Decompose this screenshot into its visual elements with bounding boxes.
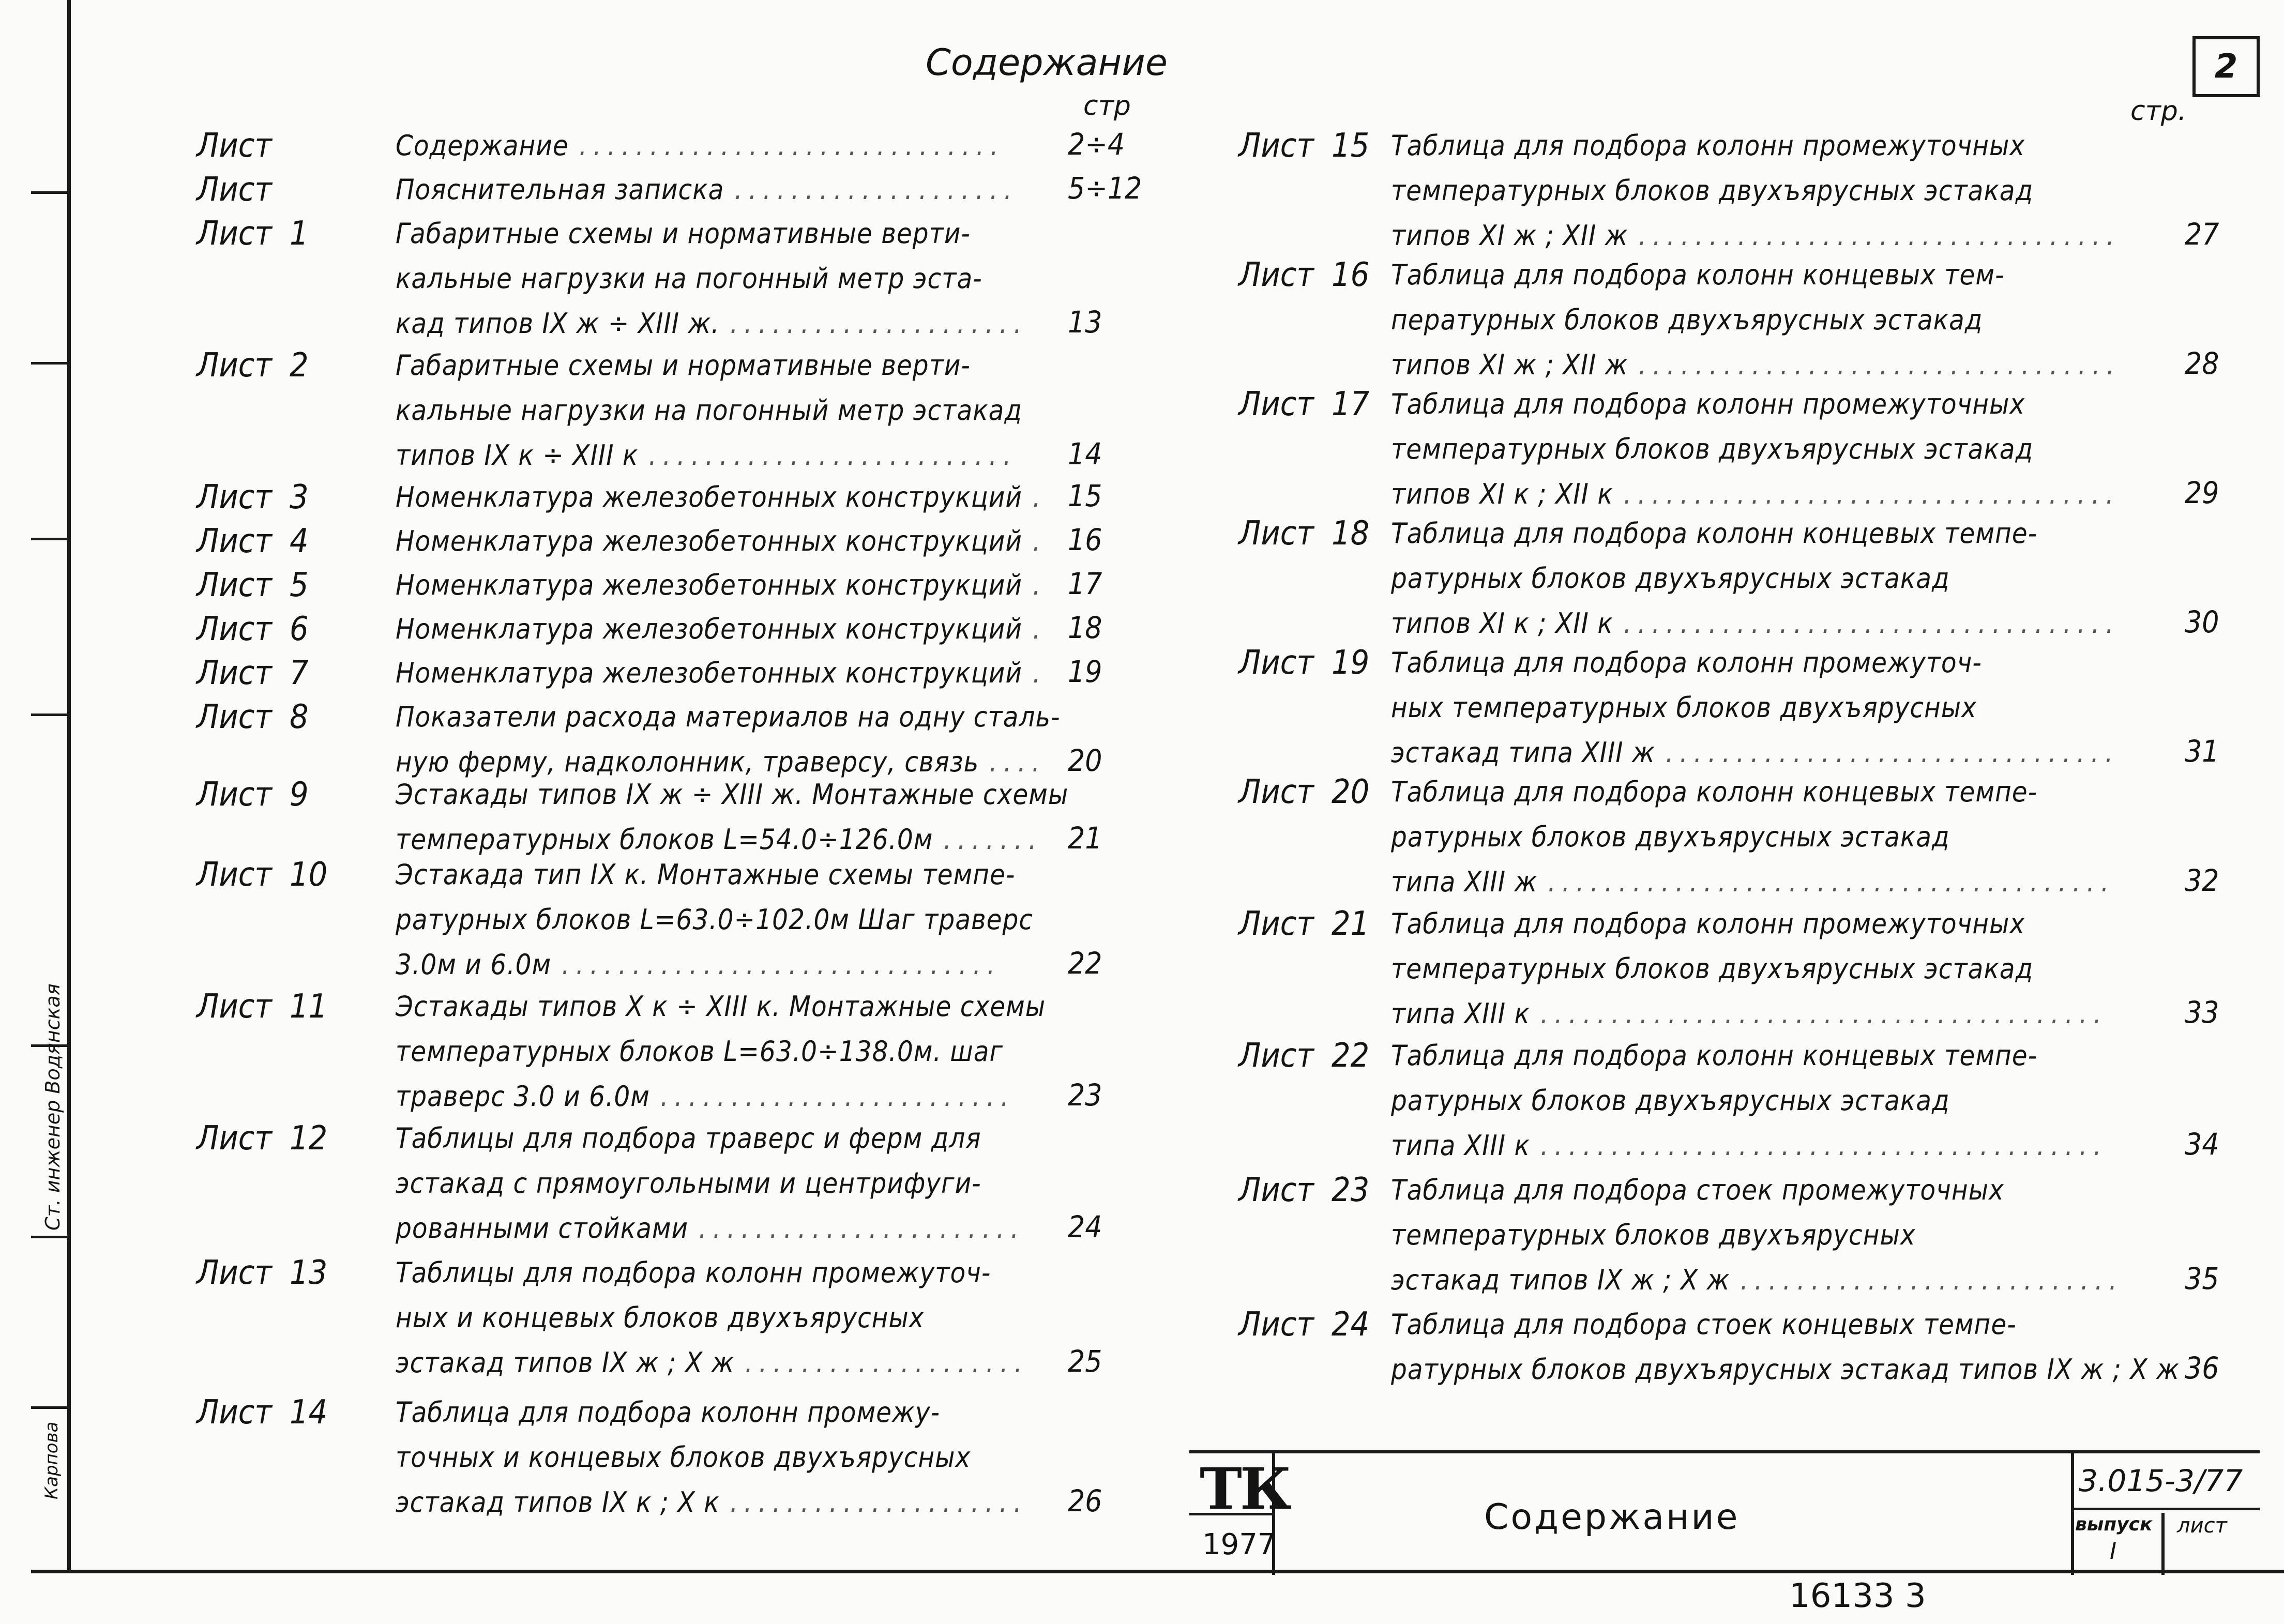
frame-tick bbox=[31, 538, 67, 540]
toc-entry-text-line: эстакад типа XIII ж bbox=[1391, 736, 1655, 769]
toc-entry-text-line: кад типов IX ж ÷ XIII ж. bbox=[396, 307, 720, 340]
toc-entry-label: Лист bbox=[196, 610, 272, 648]
toc-entry-label: Лист bbox=[196, 1393, 272, 1432]
toc-entry-sheet-number: 10 bbox=[290, 856, 328, 894]
toc-entry-sheet-number: 13 bbox=[290, 1254, 328, 1292]
toc-entry-text-line: ных температурных блоков двухъярусных bbox=[1391, 691, 1977, 724]
toc-entry-page: 35 bbox=[2185, 1261, 2219, 1296]
toc-entry-text-line: температурных блоков двухъярусных bbox=[1391, 1219, 1916, 1251]
toc-entry-text-line: температурных блоков двухъярусных эстакад bbox=[1391, 174, 2034, 207]
toc-leader-dots: .................... bbox=[734, 173, 1018, 206]
toc-entry-text-line: ную ферму, надколонник, траверсу, связь bbox=[396, 746, 979, 778]
toc-entry-text-line: эстакад типов IX к ; X к bbox=[396, 1486, 720, 1519]
toc-entry-sheet-number: 19 bbox=[1332, 644, 1370, 682]
frame-tick bbox=[31, 1406, 67, 1409]
toc-entry-label: Лист bbox=[1238, 385, 1314, 423]
toc-entry-text-line: типов XI к ; XII к bbox=[1391, 607, 1613, 640]
toc-leader-dots: . bbox=[1032, 481, 1047, 513]
toc-entry-label: Лист bbox=[196, 698, 272, 736]
toc-entry-text-line: Номенклатура железобетонных конструкций bbox=[396, 613, 1022, 645]
stamp-year: 1977 bbox=[1202, 1528, 1276, 1561]
toc-entry-text-line: Таблица для подбора колонн промежуточ- bbox=[1391, 646, 1982, 679]
toc-entry-sheet-number: 6 bbox=[290, 610, 309, 648]
toc-entry-sheet-number: 24 bbox=[1332, 1306, 1370, 1344]
toc-entry-label: Лист bbox=[196, 1119, 272, 1158]
toc-entry-label: Лист bbox=[196, 346, 272, 385]
toc-entry-text-line: ратурных блоков двухъярусных эстакад bbox=[1391, 821, 1950, 853]
toc-entry-page: 23 bbox=[1068, 1077, 1102, 1113]
toc-entry-text-line: температурных блоков L=63.0÷138.0м. шаг bbox=[396, 1035, 1004, 1068]
toc-leader-dots: ............................... bbox=[562, 948, 1002, 981]
toc-leader-dots: .................................. bbox=[1638, 348, 2121, 381]
toc-leader-dots: .................................. bbox=[1638, 219, 2121, 252]
stamp-divider bbox=[2161, 1513, 2165, 1575]
toc-entry-page: 28 bbox=[2185, 346, 2219, 381]
toc-entry-text-line: эстакад типов IX ж ; X ж bbox=[1391, 1264, 1730, 1296]
stamp-divider bbox=[2071, 1508, 2260, 1510]
toc-entry-text-line: Таблицы для подбора колонн промежуточ- bbox=[396, 1256, 991, 1289]
toc-entry-text-line: ратурных блоков двухъярусных эстакад bbox=[1391, 1084, 1950, 1117]
frame-tick bbox=[31, 1236, 67, 1238]
toc-entry-label: Лист bbox=[196, 654, 272, 692]
toc-entry-page: 26 bbox=[1068, 1483, 1102, 1519]
toc-entry-text-line: температурных блоков L=54.0÷126.0м bbox=[396, 823, 933, 856]
toc-entry-text-line: Показатели расхода материалов на одну сталь- bbox=[396, 701, 1061, 733]
toc-entry-label: Лист bbox=[196, 988, 272, 1026]
toc-entry-sheet-number: 12 bbox=[290, 1119, 328, 1158]
stamp-divider bbox=[2071, 1453, 2074, 1575]
toc-entry-text-line: ратурных блоков двухъярусных эстакад bbox=[1391, 562, 1950, 595]
toc-entry-sheet-number: 18 bbox=[1332, 514, 1370, 553]
toc-entry-text-line: рованными стойками bbox=[396, 1212, 689, 1244]
toc-entry-sheet-number: 16 bbox=[1332, 256, 1370, 294]
toc-entry-page: 5÷12 bbox=[1068, 171, 1142, 206]
toc-leader-dots: ................................... bbox=[1623, 478, 2120, 510]
toc-entry-page: 34 bbox=[2185, 1127, 2219, 1162]
toc-entry-page: 13 bbox=[1068, 305, 1102, 340]
toc-leader-dots: .......................... bbox=[648, 439, 1018, 472]
toc-entry-label: Лист bbox=[196, 478, 272, 517]
toc-entry-label: Лист bbox=[1238, 256, 1314, 294]
toc-leader-dots: ..................... bbox=[730, 1486, 1028, 1519]
toc-entry-text-line: типа XIII ж bbox=[1391, 866, 1538, 898]
toc-entry-label: Лист bbox=[196, 127, 272, 165]
toc-entry-label: Лист bbox=[1238, 773, 1314, 811]
page-column-label-left: стр bbox=[1083, 90, 1131, 122]
toc-entry-text-line: Таблица для подбора колонн концевых темпе- bbox=[1391, 517, 2038, 550]
toc-entry-page: 24 bbox=[1068, 1209, 1102, 1244]
side-signature-karpova: Карпова bbox=[41, 1421, 62, 1499]
toc-entry-text-line: пературных блоков двухъярусных эстакад bbox=[1391, 303, 1983, 336]
issue-label: выпуск bbox=[2075, 1514, 2153, 1535]
toc-entry-label: Лист bbox=[196, 856, 272, 894]
frame-tick bbox=[31, 714, 67, 716]
toc-entry-text-line: Пояснительная записка bbox=[396, 173, 724, 206]
toc-leader-dots: . bbox=[1032, 525, 1047, 557]
toc-entry-page: 15 bbox=[1068, 478, 1102, 513]
toc-entry-text-line: эстакад с прямоугольными и центрифуги- bbox=[396, 1167, 981, 1200]
toc-entry-text-line: типов XI ж ; XII ж bbox=[1391, 348, 1628, 381]
toc-entry-page: 16 bbox=[1068, 522, 1102, 557]
toc-entry-text-line: Эстакада тип IX к. Монтажные схемы темпе- bbox=[396, 858, 1016, 891]
toc-entry-text-line: Номенклатура железобетонных конструкций bbox=[396, 569, 1022, 601]
toc-entry-text-line: Таблица для подбора колонн концевых тем- bbox=[1391, 259, 2005, 291]
toc-entry-page: 29 bbox=[2185, 475, 2219, 510]
toc-leader-dots: .............................. bbox=[579, 129, 1005, 162]
toc-entry-page: 14 bbox=[1068, 436, 1102, 472]
toc-leader-dots: . bbox=[1032, 657, 1047, 689]
page-column-label-right: стр. bbox=[2130, 96, 2187, 127]
toc-entry-sheet-number: 23 bbox=[1332, 1171, 1370, 1209]
frame-left-border bbox=[67, 0, 71, 1572]
toc-entry-page: 32 bbox=[2185, 863, 2219, 898]
toc-entry-label: Лист bbox=[196, 522, 272, 560]
toc-entry-text-line: точных и концевых блоков двухъярусных bbox=[396, 1441, 971, 1474]
toc-entry-text-line: типа XIII к bbox=[1391, 997, 1530, 1030]
toc-entry-label: Лист bbox=[1238, 1171, 1314, 1209]
toc-entry-sheet-number: 11 bbox=[290, 988, 328, 1026]
toc-entry-text-line: Таблица для подбора колонн промежуточных bbox=[1391, 129, 2025, 162]
toc-leader-dots: ........................................ bbox=[1540, 1129, 2108, 1162]
toc-entry-text-line: 3.0м и 6.0м bbox=[396, 948, 552, 981]
toc-entry-page: 20 bbox=[1068, 743, 1102, 778]
toc-entry-text-line: Таблица для подбора колонн промежу- bbox=[396, 1396, 941, 1429]
toc-entry-text-line: ратурных блоков L=63.0÷102.0м Шаг траверс bbox=[396, 903, 1034, 936]
sheet-number-box bbox=[2192, 36, 2260, 97]
toc-leader-dots: .................... bbox=[745, 1346, 1028, 1379]
toc-entry-page: 25 bbox=[1068, 1344, 1102, 1379]
toc-entry-text-line: Эстакады типов X к ÷ XIII к. Монтажные схемы bbox=[396, 990, 1046, 1023]
sheet-label: лист bbox=[2177, 1514, 2227, 1538]
toc-entry-text-line: Таблицы для подбора траверс и ферм для bbox=[396, 1122, 981, 1155]
toc-entry-page: 2÷4 bbox=[1068, 127, 1125, 162]
toc-entry-text-line: Номенклатура железобетонных конструкций bbox=[396, 481, 1022, 513]
toc-entry-text-line: кальные нагрузки на погонный метр эстакад bbox=[396, 394, 1022, 427]
toc-leader-dots: ..................... bbox=[730, 307, 1028, 340]
toc-entry-text-line: Таблица для подбора стоек концевых темпе- bbox=[1391, 1308, 2017, 1341]
frame-tick bbox=[31, 191, 67, 194]
toc-entry-sheet-number: 20 bbox=[1332, 773, 1370, 811]
toc-entry-page: 18 bbox=[1068, 610, 1102, 645]
toc-entry-page: 30 bbox=[2185, 604, 2219, 640]
toc-entry-text-line: ратурных блоков двухъярусных эстакад типов IX ж ; X ж bbox=[1391, 1353, 2180, 1386]
toc-entry-label: Лист bbox=[196, 1254, 272, 1292]
toc-entry-text-line: Габаритные схемы и нормативные верти- bbox=[396, 217, 971, 250]
sheet-number: 2 bbox=[2214, 48, 2238, 86]
toc-entry-label: Лист bbox=[196, 776, 272, 814]
toc-entry-text-line: типов IX к ÷ XIII к bbox=[396, 439, 639, 472]
toc-entry-label: Лист bbox=[1238, 644, 1314, 682]
archive-number: 16133 3 bbox=[1789, 1577, 1926, 1615]
toc-entry-text-line: типов XI к ; XII к bbox=[1391, 478, 1613, 510]
document-code: 3.015-3/77 bbox=[2079, 1463, 2243, 1498]
toc-entry-text-line: типа XIII к bbox=[1391, 1129, 1530, 1162]
toc-entry-sheet-number: 4 bbox=[290, 522, 309, 560]
toc-leader-dots: ........................................ bbox=[1548, 866, 2115, 898]
toc-entry-page: 17 bbox=[1068, 566, 1102, 601]
toc-entry-text-line: Номенклатура железобетонных конструкций bbox=[396, 525, 1022, 557]
toc-entry-label: Лист bbox=[1238, 1306, 1314, 1344]
toc-entry-sheet-number: 9 bbox=[290, 776, 309, 814]
toc-entry-label: Лист bbox=[196, 566, 272, 604]
toc-entry-label: Лист bbox=[196, 171, 272, 209]
toc-entry-page: 31 bbox=[2185, 734, 2219, 769]
toc-entry-label: Лист bbox=[1238, 514, 1314, 553]
tk-logo: ТК bbox=[1200, 1455, 1290, 1522]
toc-entry-text-line: Таблица для подбора колонн промежуточных bbox=[1391, 907, 2025, 940]
toc-entry-text-line: Габаритные схемы и нормативные верти- bbox=[396, 349, 971, 382]
toc-leader-dots: ....................... bbox=[699, 1212, 1025, 1244]
toc-leader-dots: ................................... bbox=[1623, 607, 2120, 640]
toc-entry-text-line: Таблица для подбора колонн промежуточных bbox=[1391, 388, 2025, 420]
toc-entry-text-line: температурных блоков двухъярусных эстакад bbox=[1391, 952, 2034, 985]
toc-leader-dots: ........................................ bbox=[1540, 997, 2108, 1030]
toc-entry-text-line: ных и концевых блоков двухъярусных bbox=[396, 1301, 925, 1334]
toc-entry-page: 27 bbox=[2185, 217, 2219, 252]
toc-leader-dots: . bbox=[1032, 569, 1047, 601]
toc-leader-dots: ....... bbox=[943, 823, 1043, 856]
toc-entry-page: 19 bbox=[1068, 654, 1102, 689]
toc-leader-dots: . bbox=[1032, 613, 1047, 645]
toc-entry-label: Лист bbox=[196, 215, 272, 253]
toc-entry-sheet-number: 5 bbox=[290, 566, 309, 604]
toc-entry-page: 33 bbox=[2185, 995, 2219, 1030]
toc-entry-sheet-number: 3 bbox=[290, 478, 309, 517]
toc-entry-label: Лист bbox=[1238, 1037, 1314, 1075]
toc-entry-sheet-number: 2 bbox=[290, 346, 309, 385]
frame-tick bbox=[31, 362, 67, 365]
issue-value: I bbox=[2110, 1538, 2116, 1565]
toc-entry-text-line: Таблица для подбора колонн концевых темпе- bbox=[1391, 776, 2038, 808]
toc-entry-sheet-number: 22 bbox=[1332, 1037, 1370, 1075]
side-signature-engineer: Ст. инженер Водянская bbox=[41, 983, 64, 1231]
toc-entry-sheet-number: 7 bbox=[290, 654, 309, 692]
toc-entry-text-line: температурных блоков двухъярусных эстакад bbox=[1391, 433, 2034, 465]
toc-entry-text-line: Таблица для подбора колонн концевых темпе- bbox=[1391, 1039, 2038, 1072]
toc-entry-text-line: Эстакады типов IX ж ÷ XIII ж. Монтажные схемы bbox=[396, 778, 1069, 811]
toc-entry-sheet-number: 14 bbox=[290, 1393, 328, 1432]
toc-entry-sheet-number: 1 bbox=[290, 215, 309, 253]
toc-entry-page: 22 bbox=[1068, 946, 1102, 981]
toc-leader-dots: .... bbox=[989, 746, 1046, 778]
toc-entry-text-line: кальные нагрузки на погонный метр эста- bbox=[396, 262, 982, 295]
toc-entry-sheet-number: 21 bbox=[1332, 905, 1370, 943]
toc-entry-label: Лист bbox=[1238, 905, 1314, 943]
toc-entry-text-line: эстакад типов IX ж ; X ж bbox=[396, 1346, 735, 1379]
toc-leader-dots: ........................... bbox=[1740, 1264, 2123, 1296]
page-title: Содержание bbox=[926, 41, 1168, 84]
toc-leader-dots: ................................ bbox=[1665, 736, 2120, 769]
toc-entry-sheet-number: 17 bbox=[1332, 385, 1370, 423]
toc-entry-page: 36 bbox=[2185, 1350, 2219, 1386]
toc-entry-sheet-number: 15 bbox=[1332, 127, 1370, 165]
toc-entry-label: Лист bbox=[1238, 127, 1314, 165]
toc-entry-text-line: Таблица для подбора стоек промежуточных bbox=[1391, 1174, 2004, 1206]
toc-entry-text-line: траверс 3.0 и 6.0м bbox=[396, 1080, 650, 1113]
toc-entry-page: 21 bbox=[1068, 821, 1102, 856]
toc-leader-dots: ......................... bbox=[660, 1080, 1015, 1113]
toc-entry-text-line: Номенклатура железобетонных конструкций bbox=[396, 657, 1022, 689]
stamp-title: Содержание bbox=[1484, 1497, 1740, 1538]
toc-entry-text-line: Содержание bbox=[396, 129, 569, 162]
toc-entry-text-line: типов XI ж ; XII ж bbox=[1391, 219, 1628, 252]
toc-entry-sheet-number: 8 bbox=[290, 698, 309, 736]
